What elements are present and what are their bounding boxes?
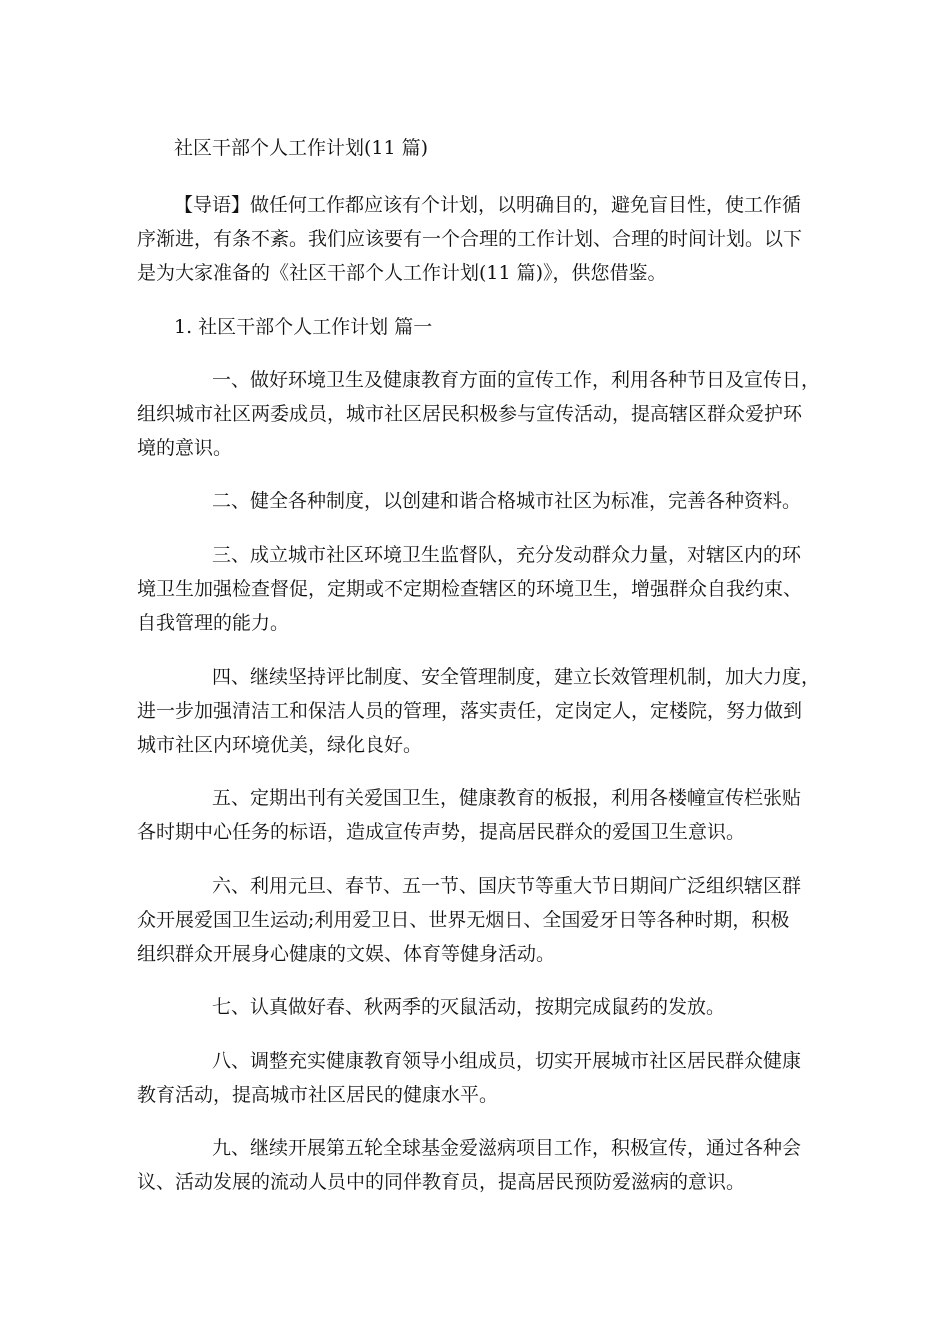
paragraph-line: 议、活动发展的流动人员中的同伴教育员，提高居民预防爱滋病的意识。 [137, 1171, 746, 1193]
paragraph-line: 六、利用元旦、春节、五一节、国庆节等重大节日期间广泛组织辖区群 [212, 875, 802, 897]
intro-line: 是为大家准备的《社区干部个人工作计划(11 篇)》，供您借鉴。 [137, 262, 667, 284]
paragraph-line: 组织城市社区两委成员，城市社区居民积极参与宣传活动，提高辖区群众爱护环 [137, 403, 803, 425]
paragraph-line: 组织群众开展身心健康的文娱、体育等健身活动。 [137, 943, 556, 965]
paragraph-line: 各时期中心任务的标语，造成宣传声势，提高居民群众的爱国卫生意识。 [137, 821, 746, 843]
paragraph-line: 二、健全各种制度，以创建和谐合格城市社区为标准，完善各种资料。 [212, 490, 802, 512]
intro-line: 序渐进，有条不紊。我们应该要有一个合理的工作计划、合理的时间计划。以下 [137, 228, 803, 250]
paragraph-line: 五、定期出刊有关爱国卫生，健康教育的板报，利用各楼幢宣传栏张贴 [212, 787, 802, 809]
paragraph-line: 众开展爱国卫生运动;利用爱卫日、世界无烟日、全国爱牙日等各种时期，积极 [137, 909, 790, 931]
paragraph-line: 三、成立城市社区环境卫生监督队，充分发动群众力量，对辖区内的环 [212, 544, 802, 566]
paragraph-line: 九、继续开展第五轮全球基金爱滋病项目工作，积极宣传，通过各种会 [212, 1137, 802, 1159]
paragraph-line: 四、继续坚持评比制度、安全管理制度，建立长效管理机制，加大力度， [212, 666, 821, 688]
paragraph-line: 境的意识。 [137, 437, 233, 459]
section-heading: 1. 社区干部个人工作计划 篇一 [174, 316, 433, 338]
paragraph-line: 七、认真做好春、秋两季的灭鼠活动，按期完成鼠药的发放。 [212, 996, 726, 1018]
paragraph-line: 教育活动，提高城市社区居民的健康水平。 [137, 1084, 499, 1106]
paragraph-line: 进一步加强清洁工和保洁人员的管理，落实责任，定岗定人，定楼院，努力做到 [137, 700, 803, 722]
paragraph-line: 一、做好环境卫生及健康教育方面的宣传工作，利用各种节日及宣传日， [212, 369, 821, 391]
paragraph-line: 境卫生加强检查督促，定期或不定期检查辖区的环境卫生，增强群众自我约束、 [137, 578, 803, 600]
intro-line: 【导语】做任何工作都应该有个计划，以明确目的，避免盲目性，使工作循 [174, 194, 802, 216]
paragraph-line: 城市社区内环境优美，绿化良好。 [137, 734, 423, 756]
paragraph-line: 自我管理的能力。 [137, 612, 290, 634]
document-title: 社区干部个人工作计划(11 篇) [174, 137, 429, 159]
paragraph-line: 八、调整充实健康教育领导小组成员，切实开展城市社区居民群众健康 [212, 1050, 802, 1072]
